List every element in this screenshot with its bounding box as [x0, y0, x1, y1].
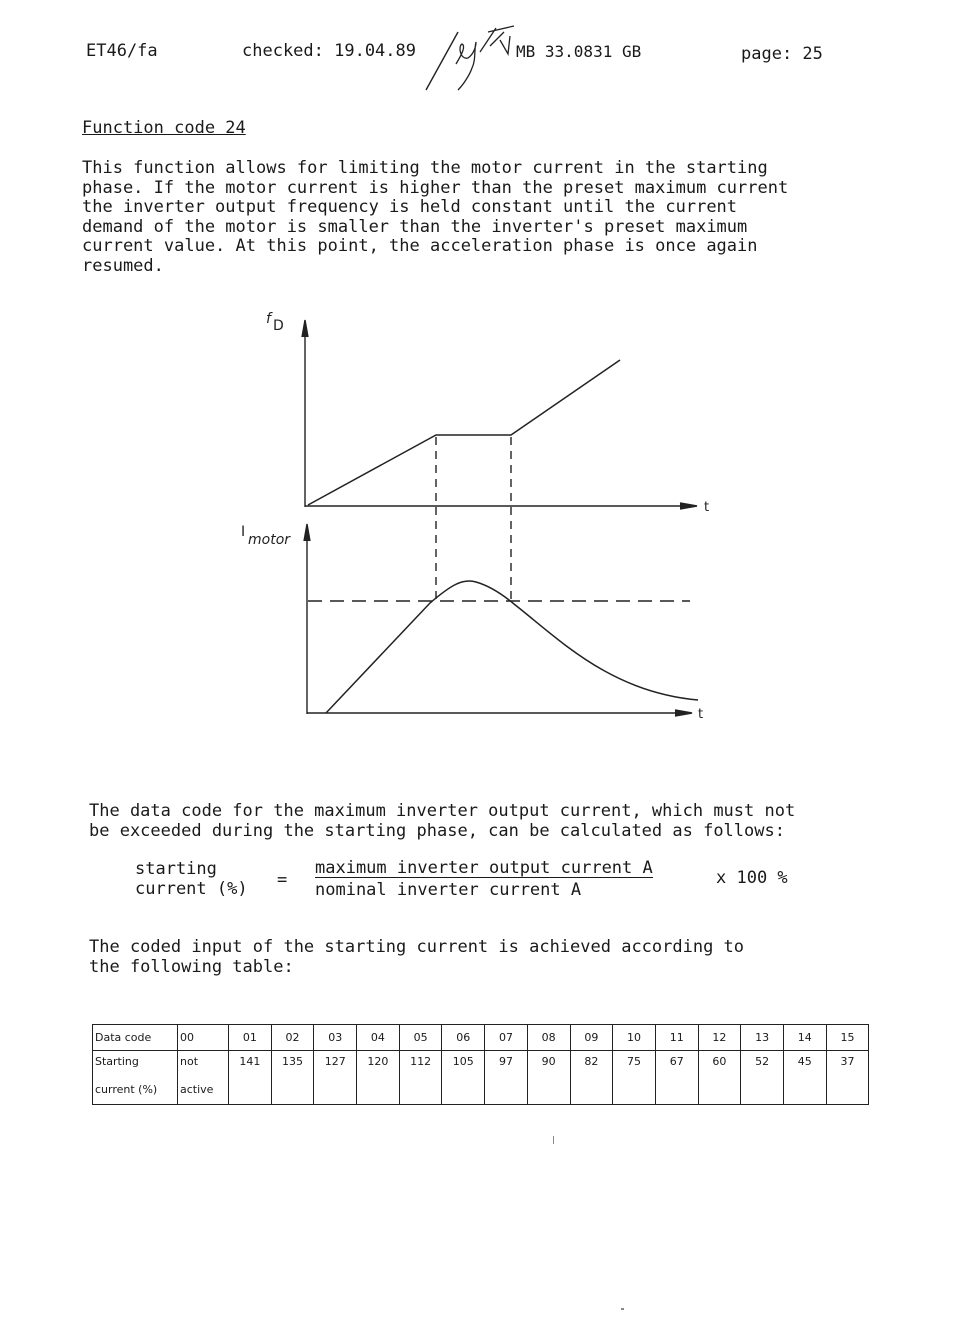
current-axis-subscript: motor [248, 532, 291, 548]
paragraph-line: The coded input of the starting current is achieved according to [89, 937, 745, 957]
formula-equals: = [277, 870, 288, 890]
table-cell-value: 135 [271, 1051, 314, 1076]
section-title: Function code 24 [82, 118, 246, 138]
table-cell-value: 90 [527, 1051, 570, 1076]
table-cell-code: 11 [655, 1025, 698, 1051]
scan-speck [553, 1136, 554, 1144]
lower-time-label: t [698, 707, 704, 722]
table-cell-code: 00 [178, 1025, 229, 1051]
formula-intro-paragraph [89, 802, 929, 841]
paragraph-line: be exceeded during the starting phase, can be calculated as follows: [89, 820, 785, 841]
table-cell-value: 120 [357, 1051, 400, 1076]
table-cell-code: 05 [399, 1025, 442, 1051]
page-number: page: 25 [741, 44, 823, 64]
formula-denominator: nominal inverter current A [315, 880, 582, 900]
starting-current-table [92, 1024, 869, 1105]
table-cell-value: 105 [442, 1051, 485, 1076]
current-axis-label: I [241, 524, 246, 540]
table-cell-code: 08 [527, 1025, 570, 1051]
table-cell-code: 12 [698, 1025, 741, 1051]
table-row-values-cont [93, 1076, 869, 1105]
table-cell-value: not [178, 1051, 229, 1076]
table-cell-code: 01 [229, 1025, 272, 1051]
paragraph-line: the inverter output frequency is held constant until the current [82, 197, 738, 217]
table-header-starting: Starting [93, 1051, 178, 1076]
table-cell-value: 60 [698, 1051, 741, 1076]
table-cell-code: 03 [314, 1025, 357, 1051]
table-cell-code: 15 [826, 1025, 869, 1051]
table-cell-code: 06 [442, 1025, 485, 1051]
checked-date: checked: 19.04.89 [242, 41, 416, 61]
table-cell-code: 09 [570, 1025, 613, 1051]
paragraph-line: The data code for the maximum inverter output current, which must not [89, 801, 796, 821]
formula-lhs-line: starting [135, 859, 217, 879]
frequency-axis-label: f [266, 311, 271, 327]
table-cell-value: 75 [613, 1051, 656, 1076]
table-header-data-code: Data code [93, 1025, 178, 1051]
formula-lhs [135, 860, 248, 899]
table-cell-code: 13 [741, 1025, 784, 1051]
frequency-curve [308, 360, 620, 505]
table-cell-value-cont: active [178, 1076, 229, 1105]
upper-time-label: t [704, 500, 710, 515]
table-cell-code: 10 [613, 1025, 656, 1051]
formula-lhs-line: current (%) [135, 878, 248, 899]
frequency-y-arrow [302, 320, 308, 337]
table-cell-code: 04 [357, 1025, 400, 1051]
paragraph-line: the following table: [89, 956, 294, 977]
paragraph-line: phase. If the motor current is higher than the preset maximum current [82, 177, 789, 198]
paragraph-line: resumed. [82, 255, 164, 276]
table-cell-value: 67 [655, 1051, 698, 1076]
paragraph-line: demand of the motor is smaller than the inverter's preset maximum [82, 216, 748, 237]
scan-speck [621, 1308, 624, 1310]
table-cell-code: 14 [783, 1025, 826, 1051]
table-cell-value: 141 [229, 1051, 272, 1076]
reference-number: MB 33.0831 GB [516, 42, 642, 61]
current-y-arrow [304, 524, 310, 541]
table-cell-value: 127 [314, 1051, 357, 1076]
document-id: ET46/fa [86, 41, 158, 61]
table-cell-value: 97 [485, 1051, 528, 1076]
table-cell-value: 82 [570, 1051, 613, 1076]
current-x-arrow [675, 710, 692, 716]
table-cell-code: 02 [271, 1025, 314, 1051]
table-cell-value: 37 [826, 1051, 869, 1076]
formula-numerator: maximum inverter output current A [315, 858, 653, 878]
paragraph-line: This function allows for limiting the motor current in the starting [82, 158, 768, 178]
formula-multiplier: x 100 % [716, 868, 788, 888]
table-cell-value: 52 [741, 1051, 784, 1076]
table-cell-code: 07 [485, 1025, 528, 1051]
table-row-codes [93, 1025, 869, 1051]
paragraph-line: current value. At this point, the acceleration phase is once again [82, 236, 758, 256]
table-intro-paragraph [89, 938, 929, 977]
table-row-values [93, 1051, 869, 1076]
frequency-x-arrow [680, 503, 697, 509]
frequency-axis-subscript: D [273, 318, 284, 334]
table-header-current: current (%) [93, 1076, 178, 1105]
table-cell-value: 45 [783, 1051, 826, 1076]
table-cell-value: 112 [399, 1051, 442, 1076]
